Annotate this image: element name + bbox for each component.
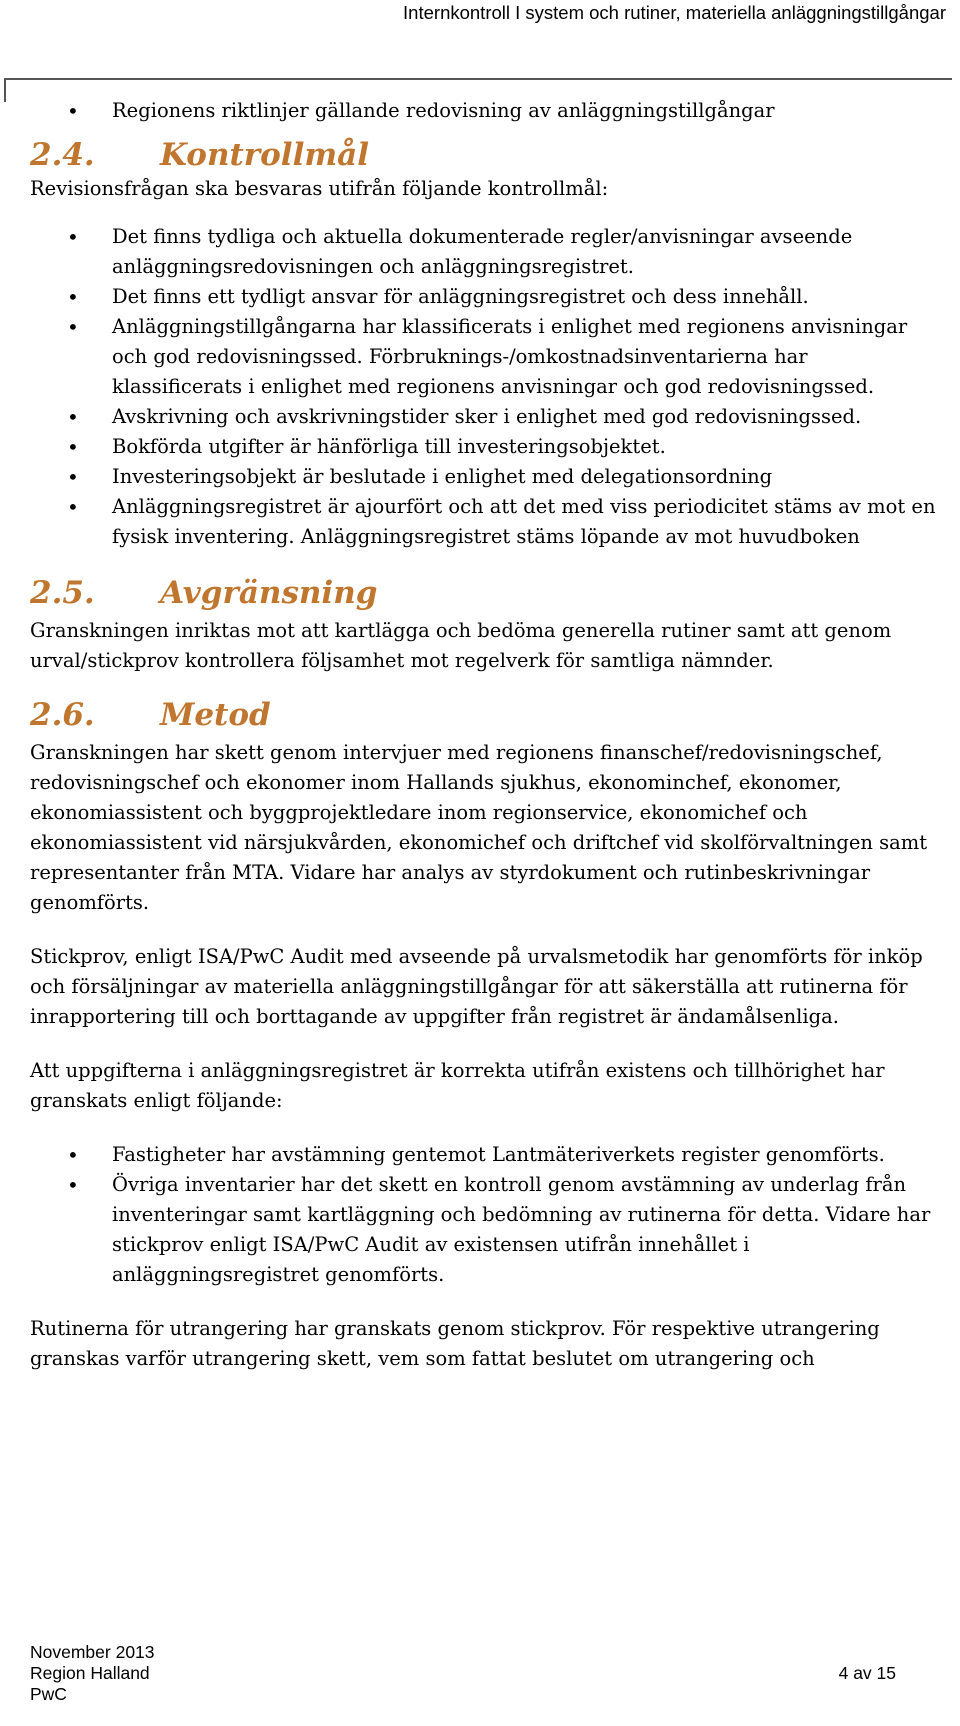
section-number: 2.6. <box>30 697 95 733</box>
running-header: Internkontroll I system och rutiner, materiella anläggningstillgångar <box>403 2 946 23</box>
section-heading-metod <box>30 696 936 734</box>
footer-date: November 2013 <box>30 1642 155 1662</box>
section-title: Avgränsning <box>160 575 378 611</box>
list-item: • Bokförda utgifter är hänförliga till investeringsobjektet. <box>30 432 936 462</box>
header-rule <box>4 78 952 80</box>
page-footer <box>30 1642 930 1705</box>
footer-company: PwC <box>30 1684 67 1704</box>
bullet-list-top <box>30 96 936 126</box>
list-item: • Anläggningsregistret är ajourfört och att det med viss periodicitet stäms av mot en fysisk inventering. Anläggningsregistret stäms löpande av mot huvudboken <box>30 492 936 552</box>
avgransning-text: Granskningen inriktas mot att kartlägga och bedöma generella rutiner samt att genom urval/stickprov kontrollera följsamhet mot regelverk för samtliga nämnder. <box>30 619 892 672</box>
metod-paragraph-1: Granskningen har skett genom intervjuer med regionens finanschef/redovisningschef, redovisningschef och ekonomer inom Hallands sjukhus, ekonominchef, ekonomer, ekonomiassistent och byggprojektledare inom regionservice, ekonomichef och ekonomiassistent vid närsjukvården, ekonomichef och driftchef vid skolförvaltningen samt representanter från MTA. Vidare har analys av styrdokument och rutinbeskrivningar genomförts. <box>30 741 928 914</box>
page-number: 4 av 15 <box>838 1663 896 1683</box>
list-item: • Anläggningstillgångarna har klassificerats i enlighet med regionens anvisningar och god redovisningssed. Förbruknings-/omkostnadsinventarierna har klassificerats i enlighet med regionens anvisningar och god redovisningssed. <box>30 312 936 402</box>
list-item: • Investeringsobjekt är beslutade i enlighet med delegationsordning <box>30 462 936 492</box>
list-item: • Regionens riktlinjer gällande redovisning av anläggningstillgångar <box>30 96 936 126</box>
metod-list <box>30 1140 936 1290</box>
metod-paragraph-2: Stickprov, enligt ISA/PwC Audit med avseende på urvalsmetodik har genomförts för inköp och försäljningar av materiella anläggningstillgångar för att säkerställa att rutinerna för inrapportering till och borttagande av uppgifter från registret är ändamålsenliga. <box>30 945 923 1028</box>
list-item: • Det finns tydliga och aktuella dokumenterade regler/anvisningar avseende anläggningsredovisningen och anläggningsregistret. <box>30 222 936 282</box>
list-item: • Det finns ett tydligt ansvar för anläggningsregistret och dess innehåll. <box>30 282 936 312</box>
list-item: • Fastigheter har avstämning gentemot Lantmäteriverkets register genomförts. <box>30 1140 936 1170</box>
metod-paragraph-4: Rutinerna för utrangering har granskats genom stickprov. För respektive utrangering granskas varför utrangering skett, vem som fattat beslutet om utrangering och <box>30 1317 880 1370</box>
section-title: Kontrollmål <box>160 137 370 173</box>
section-title: Metod <box>160 697 271 733</box>
footer-organization: Region Halland <box>30 1663 150 1683</box>
section-number: 2.5. <box>30 575 95 611</box>
section-heading-avgransning <box>30 574 936 612</box>
list-item: • Avskrivning och avskrivningstider sker i enlighet med god redovisningssed. <box>30 402 936 432</box>
header-rule-corner <box>4 78 6 102</box>
kontrollmal-list <box>30 222 936 552</box>
kontrollmal-intro: Revisionsfrågan ska besvaras utifrån följande kontrollmål: <box>30 177 609 200</box>
page-content <box>30 96 936 1374</box>
metod-paragraph-3: Att uppgifterna i anläggningsregistret är korrekta utifrån existens och tillhörighet har granskats enligt följande: <box>30 1059 885 1112</box>
section-number: 2.4. <box>30 137 95 173</box>
section-heading-kontrollmal <box>30 136 936 174</box>
list-item: • Övriga inventarier har det skett en kontroll genom avstämning av underlag från inventeringar samt kartläggning och bedömning av rutinerna för detta. Vidare har stickprov enligt ISA/PwC Audit av existensen utifrån innehållet i anläggningsregistret genomförts. <box>30 1170 936 1290</box>
